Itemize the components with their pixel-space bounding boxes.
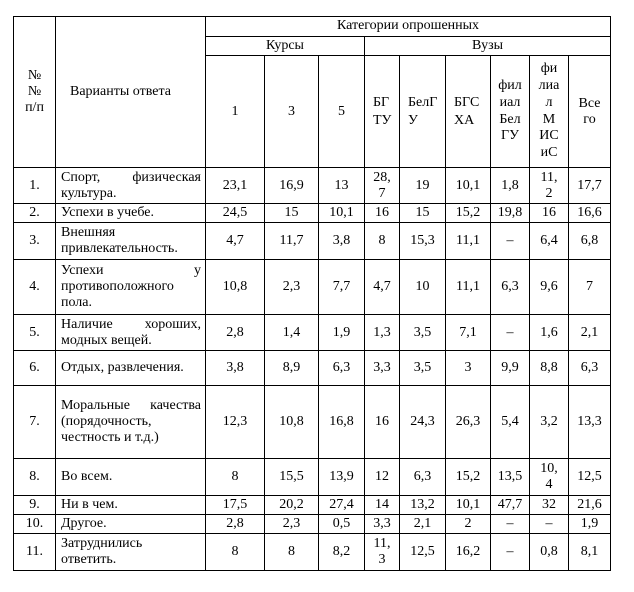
value-cell: 20,2: [265, 496, 319, 515]
value-cell: 9,9: [491, 351, 530, 386]
row-label: Успехи в учебе.: [56, 204, 206, 223]
value-cell: 3,3: [365, 515, 400, 534]
value-cell: 16,9: [265, 168, 319, 204]
value-cell: 5,4: [491, 386, 530, 459]
value-cell: 8,2: [319, 534, 365, 571]
col-header-course-3: 3: [265, 56, 319, 168]
value-cell: 47,7: [491, 496, 530, 515]
row-number: 11.: [14, 534, 56, 571]
value-cell: 8,8: [530, 351, 569, 386]
row-label: Успехи у противоположного пола.: [56, 260, 206, 315]
value-cell: 10,1: [446, 496, 491, 515]
row-number: 10.: [14, 515, 56, 534]
value-cell: 12: [365, 459, 400, 496]
value-cell: 12,5: [569, 459, 611, 496]
col-header-universities: Вузы: [365, 37, 611, 56]
col-header-categories: Категории опрошенных: [206, 17, 611, 37]
value-cell: 16: [365, 204, 400, 223]
row-label: Моральные качества (порядочность, честность и т.д.): [56, 386, 206, 459]
col-header-filial-belgu: фил иал Бел ГУ: [491, 56, 530, 168]
value-cell: 16,2: [446, 534, 491, 571]
value-cell: 3,8: [206, 351, 265, 386]
value-cell: 3: [446, 351, 491, 386]
row-number: 8.: [14, 459, 56, 496]
value-cell: 2,8: [206, 315, 265, 351]
value-cell: 15,5: [265, 459, 319, 496]
value-cell: 13,2: [400, 496, 446, 515]
value-cell: 4,7: [365, 260, 400, 315]
row-number: 2.: [14, 204, 56, 223]
value-cell: 2,1: [400, 515, 446, 534]
value-cell: 12,5: [400, 534, 446, 571]
value-cell: 1,4: [265, 315, 319, 351]
value-cell: 10,1: [446, 168, 491, 204]
value-cell: 19: [400, 168, 446, 204]
value-cell: 15: [400, 204, 446, 223]
value-cell: 15: [265, 204, 319, 223]
value-cell: 15,2: [446, 459, 491, 496]
value-cell: 13,3: [569, 386, 611, 459]
value-cell: 6,3: [491, 260, 530, 315]
value-cell: 14: [365, 496, 400, 515]
value-cell: 9,6: [530, 260, 569, 315]
col-header-bgtu: БГ ТУ: [365, 56, 400, 168]
value-cell: 16: [530, 204, 569, 223]
value-cell: 2,3: [265, 260, 319, 315]
row-label: Наличие хороших, модных вещей.: [56, 315, 206, 351]
col-header-variants: Варианты ответа: [56, 17, 206, 168]
table-row: [14, 315, 611, 351]
row-number: 1.: [14, 168, 56, 204]
value-cell: 13,9: [319, 459, 365, 496]
value-cell: 7,1: [446, 315, 491, 351]
value-cell: 4,7: [206, 223, 265, 260]
col-header-course-5: 5: [319, 56, 365, 168]
row-label: Внешняя привлекательность.: [56, 223, 206, 260]
value-cell: 11, 2: [530, 168, 569, 204]
table-row: [14, 223, 611, 260]
value-cell: 2,8: [206, 515, 265, 534]
value-cell: 15,3: [400, 223, 446, 260]
value-cell: 11, 3: [365, 534, 400, 571]
value-cell: 16: [365, 386, 400, 459]
table-row: [14, 204, 611, 223]
value-cell: 17,7: [569, 168, 611, 204]
value-cell: 16,8: [319, 386, 365, 459]
value-cell: 6,4: [530, 223, 569, 260]
value-cell: 10, 4: [530, 459, 569, 496]
col-header-bgsha: БГС ХА: [446, 56, 491, 168]
row-label: Спорт, физическая культура.: [56, 168, 206, 204]
value-cell: 7: [569, 260, 611, 315]
value-cell: 2: [446, 515, 491, 534]
value-cell: 8: [206, 534, 265, 571]
value-cell: 3,2: [530, 386, 569, 459]
row-label: Ни в чем.: [56, 496, 206, 515]
value-cell: 8: [206, 459, 265, 496]
value-cell: 12,3: [206, 386, 265, 459]
value-cell: 6,3: [400, 459, 446, 496]
value-cell: 26,3: [446, 386, 491, 459]
row-number: 6.: [14, 351, 56, 386]
value-cell: 17,5: [206, 496, 265, 515]
value-cell: 0,8: [530, 534, 569, 571]
value-cell: 1,6: [530, 315, 569, 351]
value-cell: –: [491, 515, 530, 534]
col-header-filial-misis: фи лиа л М ИС иС: [530, 56, 569, 168]
value-cell: 6,3: [319, 351, 365, 386]
col-header-total: Все го: [569, 56, 611, 168]
col-header-course-1: 1: [206, 56, 265, 168]
value-cell: 3,5: [400, 351, 446, 386]
value-cell: 21,6: [569, 496, 611, 515]
value-cell: 24,5: [206, 204, 265, 223]
value-cell: 10: [400, 260, 446, 315]
value-cell: 1,9: [319, 315, 365, 351]
col-header-belgu: БелГ У: [400, 56, 446, 168]
row-label: Другое.: [56, 515, 206, 534]
table-row: [14, 459, 611, 496]
value-cell: 28, 7: [365, 168, 400, 204]
value-cell: –: [491, 315, 530, 351]
col-header-number: № № п/п: [14, 17, 56, 168]
value-cell: 8,1: [569, 534, 611, 571]
table-row: [14, 515, 611, 534]
value-cell: 2,3: [265, 515, 319, 534]
value-cell: 15,2: [446, 204, 491, 223]
value-cell: 13: [319, 168, 365, 204]
value-cell: 13,5: [491, 459, 530, 496]
value-cell: 11,7: [265, 223, 319, 260]
row-label: Отдых, развлечения.: [56, 351, 206, 386]
value-cell: 3,8: [319, 223, 365, 260]
row-number: 5.: [14, 315, 56, 351]
value-cell: 1,3: [365, 315, 400, 351]
row-number: 9.: [14, 496, 56, 515]
table-row: [14, 386, 611, 459]
value-cell: 11,1: [446, 223, 491, 260]
value-cell: 3,3: [365, 351, 400, 386]
value-cell: 32: [530, 496, 569, 515]
value-cell: 11,1: [446, 260, 491, 315]
value-cell: 23,1: [206, 168, 265, 204]
value-cell: 1,8: [491, 168, 530, 204]
table-row: [14, 168, 611, 204]
value-cell: 3,5: [400, 315, 446, 351]
value-cell: 1,9: [569, 515, 611, 534]
row-label: Во всем.: [56, 459, 206, 496]
value-cell: 27,4: [319, 496, 365, 515]
value-cell: 7,7: [319, 260, 365, 315]
value-cell: 8,9: [265, 351, 319, 386]
table-row: [14, 534, 611, 571]
table-row: [14, 351, 611, 386]
row-number: 4.: [14, 260, 56, 315]
row-number: 3.: [14, 223, 56, 260]
value-cell: 8: [365, 223, 400, 260]
row-number: 7.: [14, 386, 56, 459]
value-cell: 6,8: [569, 223, 611, 260]
value-cell: –: [530, 515, 569, 534]
value-cell: 24,3: [400, 386, 446, 459]
col-header-courses: Курсы: [206, 37, 365, 56]
row-label: Затруднились ответить.: [56, 534, 206, 571]
table-row: [14, 496, 611, 515]
value-cell: 6,3: [569, 351, 611, 386]
value-cell: –: [491, 534, 530, 571]
value-cell: 2,1: [569, 315, 611, 351]
value-cell: –: [491, 223, 530, 260]
value-cell: 0,5: [319, 515, 365, 534]
value-cell: 19,8: [491, 204, 530, 223]
value-cell: 10,8: [265, 386, 319, 459]
survey-table: [13, 16, 611, 571]
value-cell: 8: [265, 534, 319, 571]
value-cell: 16,6: [569, 204, 611, 223]
table-row: [14, 260, 611, 315]
value-cell: 10,8: [206, 260, 265, 315]
value-cell: 10,1: [319, 204, 365, 223]
